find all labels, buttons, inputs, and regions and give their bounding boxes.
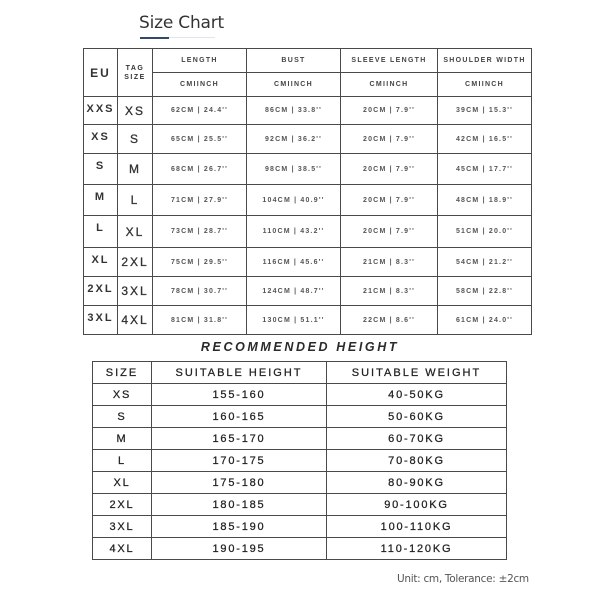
tag-size: XS [118,97,153,125]
bust-value: 130CM | 51.1'' [247,306,341,335]
length-value: 78CM | 30.7'' [153,277,247,306]
length-value: 73CM | 28.7'' [153,216,247,248]
bust-value: 116CM | 45.6'' [247,248,341,277]
size-value: S [93,406,152,428]
size-chart-table [83,48,532,335]
tag-size: 2XL [118,248,153,277]
size-value: XL [93,472,152,494]
shoulder-value: 42CM | 16.5'' [438,125,532,154]
eu-size: M [84,185,118,216]
height-value: 170-175 [152,450,327,472]
title-underline-accent [169,37,215,38]
height-value: 180-185 [152,494,327,516]
table-row [84,125,532,154]
recommended-height-heading: RECOMMENDED HEIGHT [200,340,400,354]
sleeve-value: 20CM | 7.9'' [341,154,438,185]
header-eu: EU [84,49,118,97]
eu-size: S [84,154,118,185]
weight-value: 110-120KG [327,538,507,560]
bust-value: 92CM | 36.2'' [247,125,341,154]
table-row [84,277,532,306]
table-row [93,384,507,406]
size-table-header-row [84,49,532,73]
tag-size: 4XL [118,306,153,335]
bust-value: 86CM | 33.8'' [247,97,341,125]
sleeve-value: 20CM | 7.9'' [341,216,438,248]
weight-value: 90-100KG [327,494,507,516]
bust-value: 124CM | 48.7'' [247,277,341,306]
sleeve-value: 20CM | 7.9'' [341,97,438,125]
header-tag-size: TAG SIZE [118,49,153,97]
table-row [93,472,507,494]
tolerance-footnote: Unit: cm, Tolerance: ±2cm [397,573,529,585]
size-value: 4XL [93,538,152,560]
header-bust: BUST [247,49,341,73]
table-row [84,216,532,248]
eu-size: 2XL [84,277,118,306]
recommended-header-row [93,362,507,384]
tag-size: L [118,185,153,216]
length-value: 75CM | 29.5'' [153,248,247,277]
shoulder-value: 45CM | 17.7'' [438,154,532,185]
shoulder-value: 58CM | 22.8'' [438,277,532,306]
title-underline [140,37,169,39]
eu-size: 3XL [84,306,118,335]
height-value: 155-160 [152,384,327,406]
unit-label-bust: CMIINCH [247,73,341,97]
bust-value: 104CM | 40.9'' [247,185,341,216]
sleeve-value: 21CM | 8.3'' [341,277,438,306]
eu-size: XS [84,125,118,154]
height-value: 165-170 [152,428,327,450]
shoulder-value: 61CM | 24.0'' [438,306,532,335]
weight-value: 50-60KG [327,406,507,428]
length-value: 81CM | 31.8'' [153,306,247,335]
unit-label-sleeve: CMIINCH [341,73,438,97]
sleeve-value: 22CM | 8.6'' [341,306,438,335]
weight-value: 100-110KG [327,516,507,538]
length-value: 68CM | 26.7'' [153,154,247,185]
tag-size: XL [118,216,153,248]
table-row [84,97,532,125]
header-sleeve-length: SLEEVE LENGTH [341,49,438,73]
header-size: SIZE [93,362,152,384]
sleeve-value: 20CM | 7.9'' [341,185,438,216]
height-value: 190-195 [152,538,327,560]
header-shoulder-width: SHOULDER WIDTH [438,49,532,73]
length-value: 62CM | 24.4'' [153,97,247,125]
eu-size: XL [84,248,118,277]
sleeve-value: 21CM | 8.3'' [341,248,438,277]
table-row [84,154,532,185]
table-row [93,450,507,472]
height-value: 160-165 [152,406,327,428]
header-suitable-weight: SUITABLE WEIGHT [327,362,507,384]
weight-value: 40-50KG [327,384,507,406]
table-row [93,406,507,428]
tag-size: M [118,154,153,185]
weight-value: 70-80KG [327,450,507,472]
unit-label-shoulder: CMIINCH [438,73,532,97]
shoulder-value: 48CM | 18.9'' [438,185,532,216]
table-row [93,494,507,516]
weight-value: 80-90KG [327,472,507,494]
shoulder-value: 51CM | 20.0'' [438,216,532,248]
size-value: XS [93,384,152,406]
bust-value: 98CM | 38.5'' [247,154,341,185]
header-suitable-height: SUITABLE HEIGHT [152,362,327,384]
height-value: 185-190 [152,516,327,538]
shoulder-value: 54CM | 21.2'' [438,248,532,277]
page-title: Size Chart [139,13,225,33]
table-row [93,428,507,450]
tag-size: S [118,125,153,154]
eu-size: XXS [84,97,118,125]
length-value: 71CM | 27.9'' [153,185,247,216]
size-value: 3XL [93,516,152,538]
size-value: M [93,428,152,450]
size-value: 2XL [93,494,152,516]
bust-value: 110CM | 43.2'' [247,216,341,248]
shoulder-value: 39CM | 15.3'' [438,97,532,125]
table-row [84,306,532,335]
height-value: 175-180 [152,472,327,494]
eu-size: L [84,216,118,248]
table-row [93,516,507,538]
recommended-height-table [92,361,507,560]
table-row [93,538,507,560]
header-length: LENGTH [153,49,247,73]
tag-size: 3XL [118,277,153,306]
sleeve-value: 20CM | 7.9'' [341,125,438,154]
length-value: 65CM | 25.5'' [153,125,247,154]
table-row [84,185,532,216]
unit-label-length: CMIINCH [153,73,247,97]
size-value: L [93,450,152,472]
table-row [84,248,532,277]
weight-value: 60-70KG [327,428,507,450]
